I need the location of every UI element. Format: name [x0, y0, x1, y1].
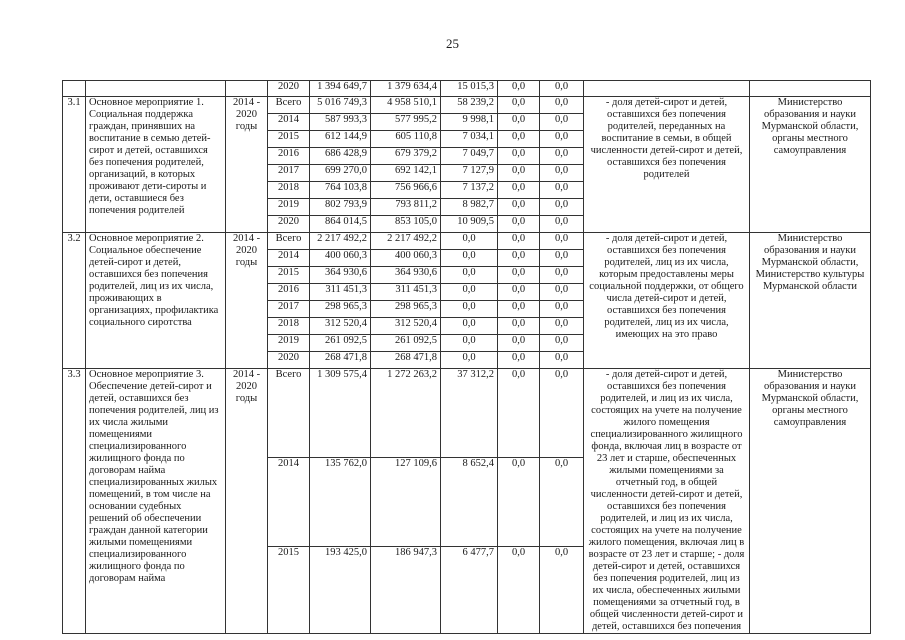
measure-number: 3.2: [63, 233, 86, 369]
value-cell: 0,0: [540, 267, 584, 284]
value-cell: 0,0: [540, 165, 584, 182]
value-cell: 7 034,1: [441, 131, 498, 148]
value-cell: 1 379 634,4: [371, 81, 441, 97]
measure-number: 3.1: [63, 97, 86, 233]
value-cell: 612 144,9: [310, 131, 371, 148]
measure-name: Основное мероприятие 1. Социальная поддержка граждан, принявших на воспитание в семью детей-сирот и детей, оставшихся без попечения родителей, организаций, в которых проживают дети-сироты и дети, оставшиеся без попечения родителей: [86, 97, 226, 233]
measure-number: 3.3: [63, 369, 86, 634]
value-cell: 0,0: [540, 318, 584, 335]
value-cell: 0,0: [498, 250, 540, 267]
year-cell: 2016: [268, 284, 310, 301]
value-cell: 1 272 263,2: [371, 369, 441, 458]
value-cell: 9 998,1: [441, 114, 498, 131]
table-cell: [86, 81, 226, 97]
value-cell: 311 451,3: [371, 284, 441, 301]
table-cell: [226, 81, 268, 97]
value-cell: 127 109,6: [371, 458, 441, 547]
value-cell: 0,0: [540, 97, 584, 114]
measure-name: Основное мероприятие 2. Социальное обеспечение детей-сирот и детей, оставшихся без попечения родителей, лиц из их числа, проживающих в организациях, профилактика социального сиротства: [86, 233, 226, 369]
value-cell: 58 239,2: [441, 97, 498, 114]
year-cell: Всего: [268, 233, 310, 250]
value-cell: 0,0: [441, 301, 498, 318]
table-cell: [750, 81, 871, 97]
value-cell: 268 471,8: [310, 352, 371, 369]
value-cell: 0,0: [498, 233, 540, 250]
year-cell: 2020: [268, 352, 310, 369]
value-cell: 0,0: [498, 547, 540, 634]
measure-period: 2014 - 2020 годы: [226, 369, 268, 634]
value-cell: 364 930,6: [310, 267, 371, 284]
year-cell: 2014: [268, 458, 310, 547]
value-cell: 577 995,2: [371, 114, 441, 131]
value-cell: 0,0: [540, 81, 584, 97]
table-cell: [63, 81, 86, 97]
value-cell: 2 217 492,2: [371, 233, 441, 250]
value-cell: 0,0: [498, 458, 540, 547]
year-cell: 2018: [268, 182, 310, 199]
value-cell: 261 092,5: [371, 335, 441, 352]
value-cell: 0,0: [498, 318, 540, 335]
value-cell: 7 127,9: [441, 165, 498, 182]
value-cell: 0,0: [498, 81, 540, 97]
value-cell: 312 520,4: [371, 318, 441, 335]
value-cell: 311 451,3: [310, 284, 371, 301]
value-cell: 679 379,2: [371, 148, 441, 165]
year-cell: 2016: [268, 148, 310, 165]
value-cell: 193 425,0: [310, 547, 371, 634]
program-table: [62, 80, 871, 634]
value-cell: 0,0: [498, 284, 540, 301]
value-cell: 37 312,2: [441, 369, 498, 458]
table-row: [63, 97, 871, 114]
value-cell: 0,0: [498, 182, 540, 199]
value-cell: 0,0: [540, 199, 584, 216]
value-cell: 0,0: [498, 352, 540, 369]
value-cell: 0,0: [540, 547, 584, 634]
value-cell: 0,0: [540, 250, 584, 267]
value-cell: 0,0: [498, 165, 540, 182]
value-cell: 686 428,9: [310, 148, 371, 165]
value-cell: 0,0: [540, 352, 584, 369]
value-cell: 364 930,6: [371, 267, 441, 284]
year-cell: 2015: [268, 131, 310, 148]
year-cell: 2020: [268, 81, 310, 97]
executor-text: Министерство образования и науки Мурманской области, органы местного самоуправления: [750, 97, 871, 233]
value-cell: 7 049,7: [441, 148, 498, 165]
value-cell: 298 965,3: [371, 301, 441, 318]
value-cell: 0,0: [540, 369, 584, 458]
value-cell: 0,0: [540, 233, 584, 250]
indicator-text: - доля детей-сирот и детей, оставшихся без попечения родителей, переданных на воспитание в семьи, в общей численности детей-сирот и детей, оставшихся без попечения родителей: [584, 97, 750, 233]
value-cell: 10 909,5: [441, 216, 498, 233]
value-cell: 8 652,4: [441, 458, 498, 547]
value-cell: 0,0: [540, 335, 584, 352]
value-cell: 0,0: [498, 216, 540, 233]
value-cell: 692 142,1: [371, 165, 441, 182]
indicator-text: - доля детей-сирот и детей, оставшихся без попечения родителей, лиц из их числа, которым предоставлены меры социальной поддержки, от общего числа детей-сирот и детей, оставшихся без попечения родителей, лиц из их числа, имеющих на это право: [584, 233, 750, 369]
measure-period: 2014 - 2020 годы: [226, 97, 268, 233]
value-cell: 1 394 649,7: [310, 81, 371, 97]
value-cell: 0,0: [540, 114, 584, 131]
value-cell: 0,0: [540, 458, 584, 547]
value-cell: 756 966,6: [371, 182, 441, 199]
table-row: [63, 233, 871, 250]
year-cell: Всего: [268, 369, 310, 458]
value-cell: 0,0: [540, 182, 584, 199]
value-cell: 864 014,5: [310, 216, 371, 233]
value-cell: 135 762,0: [310, 458, 371, 547]
value-cell: 5 016 749,3: [310, 97, 371, 114]
value-cell: 793 811,2: [371, 199, 441, 216]
year-cell: 2015: [268, 547, 310, 634]
year-cell: Всего: [268, 97, 310, 114]
value-cell: 0,0: [441, 233, 498, 250]
executor-text: Министерство образования и науки Мурманской области, Министерство культуры Мурманской области: [750, 233, 871, 369]
year-cell: 2015: [268, 267, 310, 284]
value-cell: 0,0: [498, 335, 540, 352]
year-cell: 2017: [268, 165, 310, 182]
value-cell: 0,0: [498, 148, 540, 165]
value-cell: 802 793,9: [310, 199, 371, 216]
value-cell: 764 103,8: [310, 182, 371, 199]
value-cell: 6 477,7: [441, 547, 498, 634]
value-cell: 0,0: [441, 284, 498, 301]
year-cell: 2019: [268, 199, 310, 216]
value-cell: 0,0: [498, 114, 540, 131]
measure-name: Основное мероприятие 3. Обеспечение детей-сирот и детей, оставшихся без попечения родителей, лиц из их числа жилыми помещениями специализированного жилищного фонда по договорам найма специализированных жилых помещений, в том числе на основании судебных решений об обеспечении граждан данной категории жилыми помещениями специализированного жилищного фонда по договорам найма: [86, 369, 226, 634]
value-cell: 0,0: [540, 216, 584, 233]
value-cell: 605 110,8: [371, 131, 441, 148]
value-cell: 0,0: [441, 318, 498, 335]
value-cell: 0,0: [441, 335, 498, 352]
value-cell: 0,0: [540, 131, 584, 148]
value-cell: 0,0: [498, 369, 540, 458]
value-cell: 400 060,3: [310, 250, 371, 267]
value-cell: 15 015,3: [441, 81, 498, 97]
value-cell: 0,0: [498, 301, 540, 318]
value-cell: 0,0: [540, 301, 584, 318]
value-cell: 0,0: [540, 148, 584, 165]
table-row: [63, 369, 871, 458]
executor-text: Министерство образования и науки Мурманской области, органы местного самоуправления: [750, 369, 871, 634]
value-cell: 186 947,3: [371, 547, 441, 634]
value-cell: 8 982,7: [441, 199, 498, 216]
value-cell: 853 105,0: [371, 216, 441, 233]
value-cell: 0,0: [498, 267, 540, 284]
year-cell: 2014: [268, 114, 310, 131]
value-cell: 268 471,8: [371, 352, 441, 369]
value-cell: 1 309 575,4: [310, 369, 371, 458]
value-cell: 0,0: [441, 267, 498, 284]
table-row: [63, 81, 871, 97]
indicator-text: - доля детей-сирот и детей, оставшихся без попечения родителей, и лиц из их числа, состоящих на учете на получение жилого помещения специализированного жилищного фонда, включая лиц в возрасте от 23 лет и старше, обеспеченных жилыми помещениями за отчетный год, в общей численности детей-сирот и детей, оставшихся без попечения родителей, и лиц из их числа, состоящих на учете на получение жилого помещения, включая лиц в возрасте от 23 лет и старше; - доля детей-сирот и детей, оставшихся без попечения родителей, лиц из их числа, обеспеченных жилыми помещениями за отчетный год, в общей численности детей-сирот и детей, оставшихся без попечения: [584, 369, 750, 634]
value-cell: 699 270,0: [310, 165, 371, 182]
value-cell: 2 217 492,2: [310, 233, 371, 250]
value-cell: 0,0: [441, 352, 498, 369]
value-cell: 0,0: [498, 131, 540, 148]
table-cell: [584, 81, 750, 97]
year-cell: 2020: [268, 216, 310, 233]
value-cell: 0,0: [498, 199, 540, 216]
value-cell: 400 060,3: [371, 250, 441, 267]
value-cell: 4 958 510,1: [371, 97, 441, 114]
measure-period: 2014 - 2020 годы: [226, 233, 268, 369]
value-cell: 7 137,2: [441, 182, 498, 199]
value-cell: 298 965,3: [310, 301, 371, 318]
value-cell: 587 993,3: [310, 114, 371, 131]
year-cell: 2018: [268, 318, 310, 335]
year-cell: 2017: [268, 301, 310, 318]
year-cell: 2019: [268, 335, 310, 352]
page-number: 25: [446, 36, 459, 51]
value-cell: 0,0: [441, 250, 498, 267]
year-cell: 2014: [268, 250, 310, 267]
value-cell: 0,0: [498, 97, 540, 114]
value-cell: 312 520,4: [310, 318, 371, 335]
value-cell: 261 092,5: [310, 335, 371, 352]
value-cell: 0,0: [540, 284, 584, 301]
